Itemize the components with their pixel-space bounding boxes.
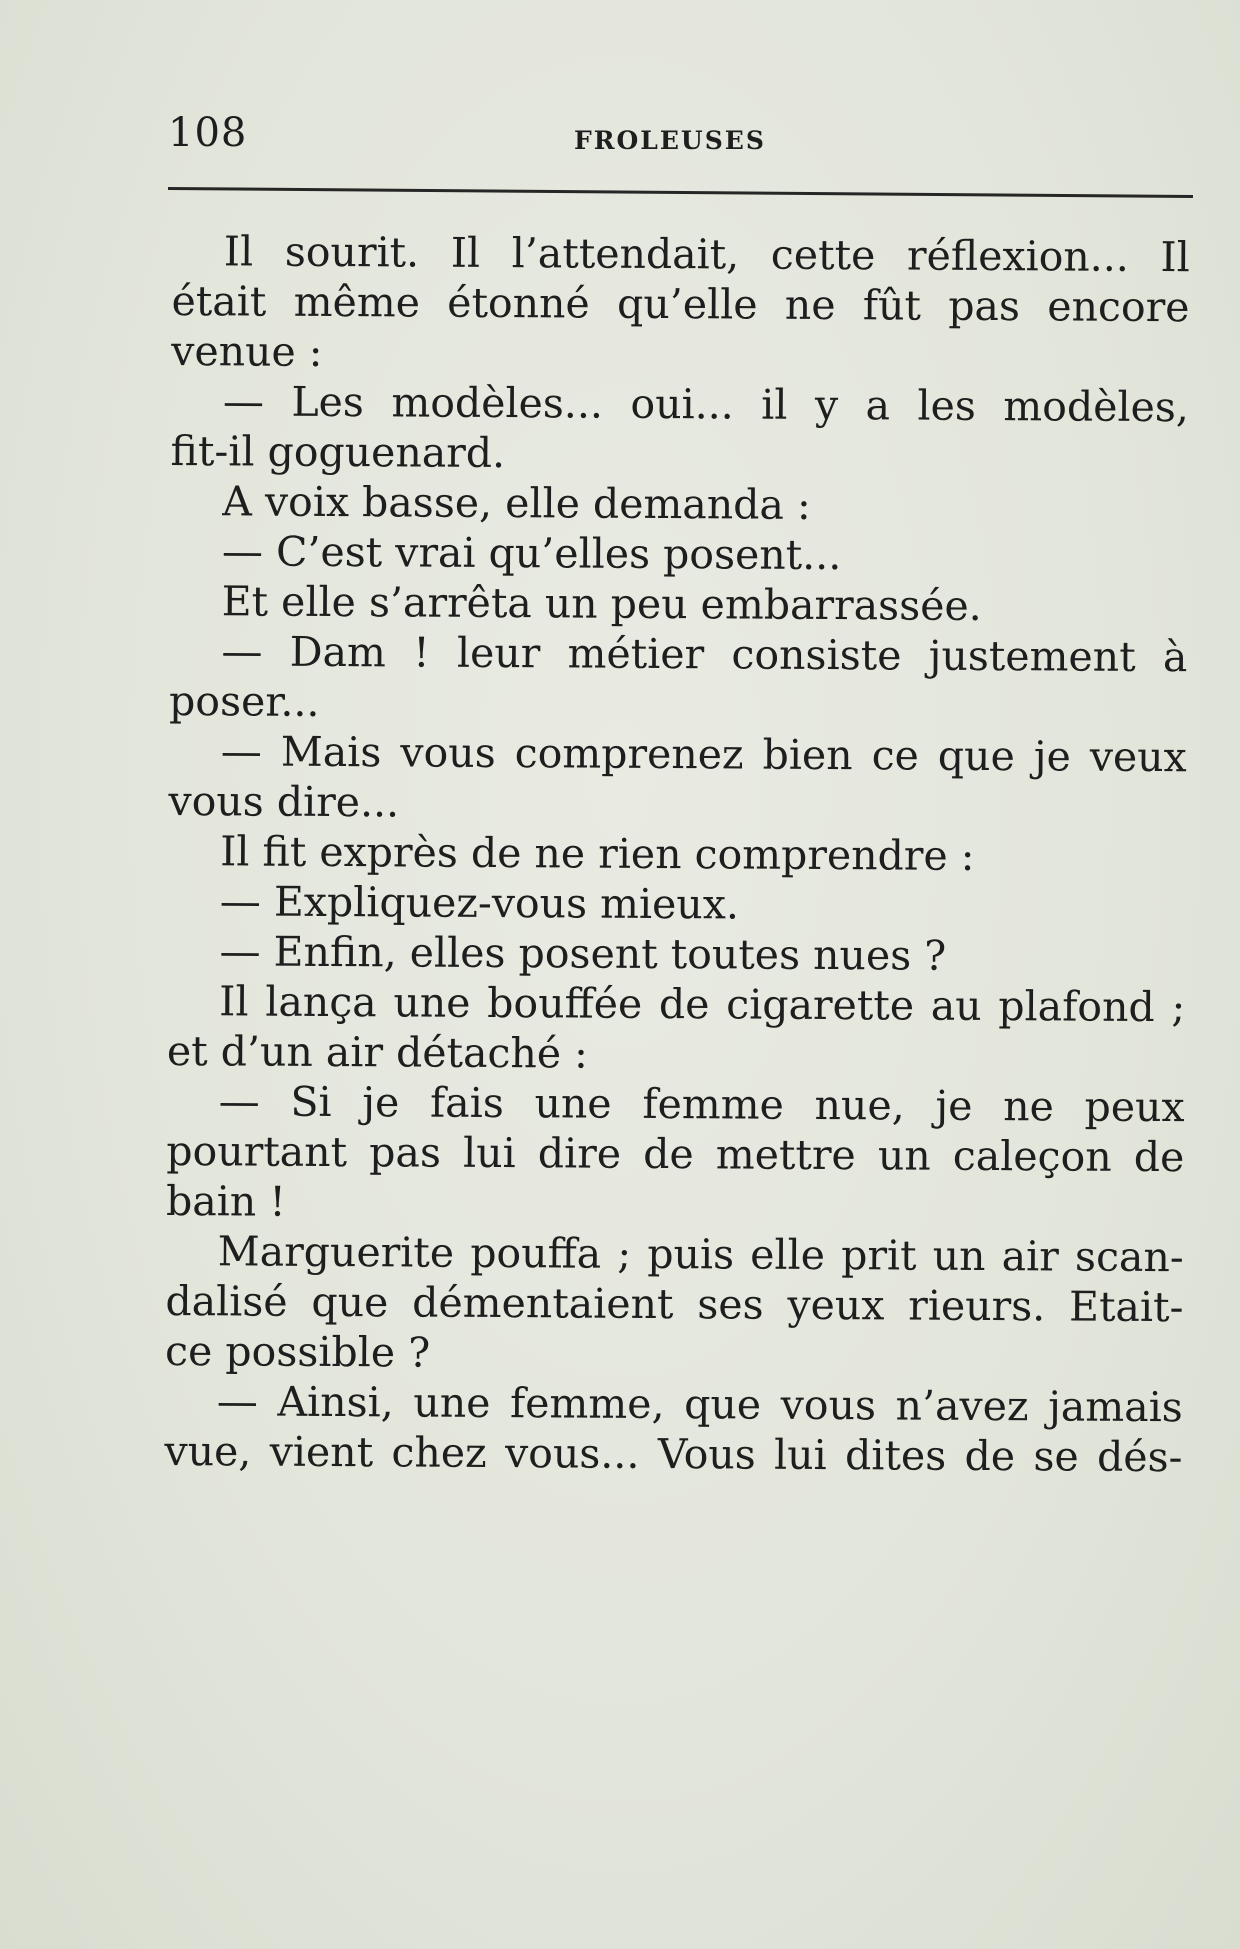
page-header bbox=[168, 110, 1188, 160]
text-line: bain ! bbox=[165, 1176, 286, 1226]
text-line: vous dire... bbox=[168, 776, 400, 827]
text-line: Et elle s’arrêta un peu embarrassée. bbox=[221, 577, 982, 630]
text-line: fit-il goguenard. bbox=[170, 426, 506, 478]
text-line: et d’un air détaché : bbox=[166, 1026, 589, 1078]
body-text bbox=[164, 226, 1190, 1482]
page-number: 108 bbox=[168, 110, 248, 156]
text-line: — C’est vrai qu’elles posent... bbox=[221, 527, 842, 580]
text-line: — Dam ! leur métier consiste justement à bbox=[221, 627, 1188, 682]
text-line: Marguerite pouffa ; puis elle prit un air scan- bbox=[217, 1227, 1184, 1282]
text-line: venue : bbox=[171, 326, 323, 376]
running-title: FROLEUSES bbox=[574, 126, 766, 155]
text-line: Il fit exprès de ne rien comprendre : bbox=[220, 827, 975, 880]
text-line: Il lança une bouffée de cigarette au plafond ; bbox=[219, 977, 1186, 1032]
text-line: — Si je fais une femme nue, je ne peux bbox=[218, 1077, 1185, 1132]
text-line: — Enfin, elles posent toutes nues ? bbox=[219, 927, 947, 980]
text-line: — Les modèles... oui... il y a les modèles, bbox=[222, 377, 1190, 432]
header-rule bbox=[168, 187, 1193, 198]
text-line: — Mais vous comprenez bien ce que je veux bbox=[220, 727, 1187, 782]
text-line: — Expliquez-vous mieux. bbox=[219, 877, 740, 929]
text-line: était même étonné qu’elle ne fût pas encore bbox=[171, 276, 1190, 332]
text-line: — Ainsi, une femme, que vous n’avez jamais bbox=[216, 1377, 1183, 1432]
text-line: poser... bbox=[168, 676, 320, 726]
text-line: ce possible ? bbox=[164, 1326, 431, 1377]
text-line: dalisé que démentaient ses yeux rieurs. Etait- bbox=[165, 1276, 1184, 1332]
text-line: Il sourit. Il l’attendait, cette réflexion... Il bbox=[223, 227, 1190, 282]
text-line: vue, vient chez vous... Vous lui dites de se dés- bbox=[164, 1426, 1183, 1482]
text-line: A voix basse, elle demanda : bbox=[222, 477, 811, 529]
text-line: pourtant pas lui dire de mettre un caleçon de bbox=[166, 1126, 1185, 1182]
